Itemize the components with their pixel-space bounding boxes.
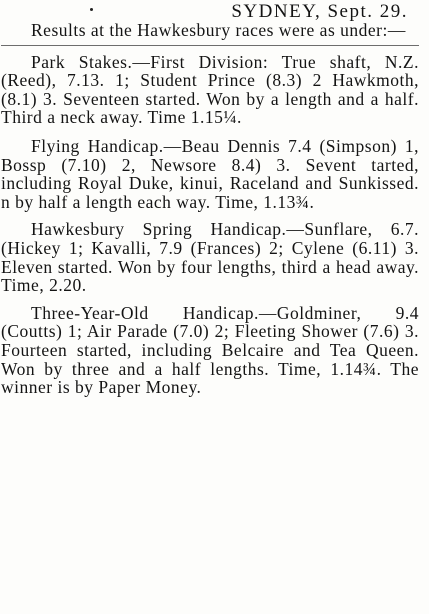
intro-paragraph: Results at the Hawkesbury races were as under:—	[31, 20, 406, 40]
divider-rule	[1, 45, 419, 46]
race-three-year-old-handicap: Three-Year-Old Handicap.—Goldminer, 9.4 (Coutts) 1; Air Parade (7.0) 2; Fleeting Shower (7.6) 3. Fourteen started, including Belcaire and Tea Queen. Won by three and a half lengths. Time, 1.14¾. The winner is by Paper Money.	[1, 302, 419, 398]
race-hawkesbury-spring-handicap: Hawkesbury Spring Handicap.—Sunflare, 6.7. (Hickey 1; Kavalli, 7.9 (Frances) 2; Cylene (6.11) 3. Eleven started. Won by four lengths, third a head away. Time, 2.20.	[1, 219, 419, 296]
dateline: SYDNEY, Sept. 29.	[231, 1, 408, 22]
race-flying-handicap: Flying Handicap.—Beau Dennis 7.4 (Simpson) 1, Bossp (7.10) 2, Newsore 8.4) 3. Sevent tarted, including Royal Duke, kinui, Raceland and Sunkissed. n by half a length each way. Time, 1.13¾.	[1, 135, 419, 212]
print-speck	[90, 8, 93, 11]
race-park-stakes: Park Stakes.—First Division: True shaft, N.Z. (Reed), 7.13. 1; Student Prince (8.3) 2 Hawkmoth, (8.1) 3. Seventeen started. Won by a length and a half. Third a neck away. Time 1.15¼.	[1, 51, 419, 128]
